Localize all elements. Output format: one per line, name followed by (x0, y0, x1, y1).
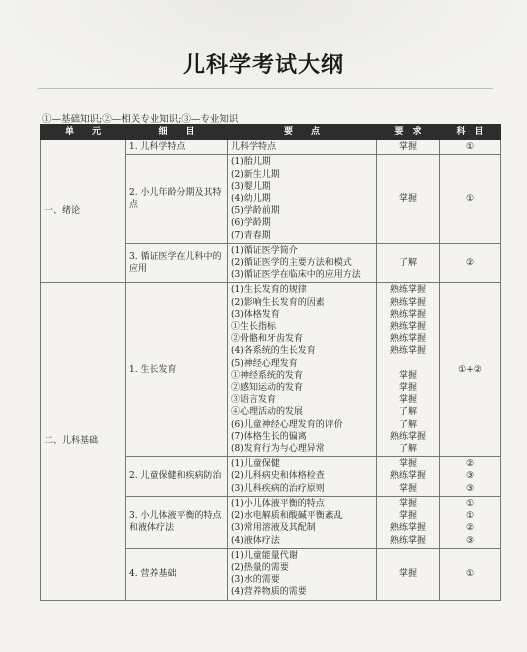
table-row (41, 140, 501, 155)
unit-cell: 二、儿科基础 (41, 283, 126, 600)
point-text: (5)神经心理发育 (231, 358, 298, 369)
point-text: (1)循证医学简介 (231, 245, 298, 256)
subject-legend: ①—基础知识;②—相关专业知识;③—专业知识 (42, 114, 239, 125)
subject-cell: ① (440, 155, 501, 243)
point-text: (2)影响生长发育的因素 (231, 297, 325, 308)
point-text: (2)循证医学的主要方法和模式 (231, 258, 352, 269)
point-text: (4)各系统的生长发育 (231, 346, 316, 357)
requirement-cell (377, 496, 440, 548)
requirement-text: 熟练掌握 (389, 322, 426, 333)
header-subject: 科 目 (440, 125, 501, 140)
point-text: ①神经系统的发育 (231, 370, 304, 381)
points-cell (228, 457, 377, 497)
point-text: 儿科学特点 (231, 142, 277, 153)
point-text: ②感知运动的发育 (231, 383, 304, 394)
item-cell: 3. 小儿体液平衡的特点和液体疗法 (126, 496, 228, 548)
requirement-text: 掌握 (398, 459, 417, 470)
requirement-text: 掌握 (398, 498, 417, 509)
unit-cell: 一、绪论 (41, 140, 126, 283)
subject-text: ② (465, 523, 475, 534)
subject-text: ③ (465, 483, 475, 494)
point-text: ②骨骼和牙齿发育 (231, 334, 304, 345)
requirement-text: 掌握 (398, 395, 417, 406)
point-text: (2)儿科病史和体格检查 (231, 471, 325, 482)
header-points: 要 点 (228, 125, 377, 140)
requirement-text: 了解 (398, 407, 417, 418)
points-cell (228, 243, 377, 283)
subject-cell: ② (440, 243, 501, 283)
point-text: ④心理活动的发展 (231, 407, 304, 418)
requirement-text: 熟练掌握 (389, 523, 426, 534)
point-text: (3)循证医学在临床中的应用方法 (231, 270, 361, 281)
page-title: 儿科学考试大纲 (182, 53, 344, 78)
point-text: (7)青春期 (231, 230, 271, 241)
point-text: (3)儿科疾病的治疗原则 (231, 483, 325, 494)
point-text: (3)婴儿期 (231, 181, 271, 192)
item-cell: 2. 小儿年龄分期及其特点 (126, 155, 228, 243)
subject-text: ① (465, 498, 475, 509)
requirement-cell: 掌握 (377, 155, 440, 243)
point-text: ③语言发育 (231, 395, 277, 406)
requirement-cell: 掌握 (377, 548, 440, 600)
point-text: (1)儿童能量代谢 (231, 550, 298, 561)
requirement-text: 掌握 (398, 511, 417, 522)
subject-cell (440, 457, 501, 497)
point-text: (3)水的需要 (231, 575, 280, 586)
subject-cell: ① (440, 140, 501, 155)
point-text: (4)幼儿期 (231, 194, 271, 205)
points-cell (228, 283, 377, 457)
requirement-text: 熟练掌握 (389, 285, 426, 296)
requirement-text: 掌握 (398, 483, 417, 494)
points-cell (228, 140, 377, 155)
header-requirement: 要 求 (377, 125, 440, 140)
requirement-cell: 掌握 (377, 140, 440, 155)
requirement-cell (377, 283, 440, 457)
subject-text: ③ (465, 471, 475, 482)
point-text: (1)儿童保健 (231, 459, 280, 470)
points-cell (228, 548, 377, 600)
requirement-text: 掌握 (398, 370, 417, 381)
point-text: (2)新生儿期 (231, 169, 280, 180)
requirement-text (380, 358, 436, 370)
subject-text: ③ (465, 535, 475, 546)
subject-cell: ① (440, 548, 501, 600)
point-text: (2)热量的需要 (231, 562, 289, 573)
subject-text: ① (465, 511, 475, 522)
requirement-text: 熟练掌握 (389, 297, 426, 308)
requirement-text: 熟练掌握 (389, 346, 426, 357)
point-text: (1)生长发育的规律 (231, 285, 307, 296)
point-text: ①生长指标 (231, 322, 277, 333)
point-text: (3)体格发育 (231, 309, 280, 320)
points-cell (228, 496, 377, 548)
item-cell: 3. 循证医学在儿科中的应用 (126, 243, 228, 283)
syllabus-table (40, 124, 501, 601)
item-cell: 4. 营养基础 (126, 548, 228, 600)
item-cell: 1. 生长发育 (126, 283, 228, 457)
requirement-cell: 了解 (377, 243, 440, 283)
requirement-text: 熟练掌握 (389, 309, 426, 320)
point-text: (6)学龄期 (231, 218, 271, 229)
point-text: (5)学龄前期 (231, 206, 280, 217)
table-row (41, 283, 501, 457)
header-unit: 单 元 (41, 125, 126, 140)
point-text: (6)儿童神经心理发育的评价 (231, 419, 343, 430)
point-text: (4)液体疗法 (231, 535, 280, 546)
header-item: 细 目 (126, 125, 228, 140)
requirement-text: 熟练掌握 (389, 535, 426, 546)
requirement-text: 掌握 (398, 383, 417, 394)
title-divider (38, 88, 493, 89)
points-cell (228, 155, 377, 243)
requirement-cell (377, 457, 440, 497)
item-cell: 2. 儿童保健和疾病防治 (126, 457, 228, 497)
requirement-text: 熟练掌握 (389, 471, 426, 482)
point-text: (7)体格生长的偏离 (231, 431, 307, 442)
point-text: (3)常用溶液及其配制 (231, 523, 316, 534)
point-text: (8)发育行为与心理异常 (231, 444, 325, 455)
subject-cell: ①+② (440, 283, 501, 457)
point-text: (4)营养物质的需要 (231, 587, 307, 598)
requirement-text: 熟练掌握 (389, 431, 426, 442)
point-text: (1)胎儿期 (231, 157, 271, 168)
requirement-text: 了解 (398, 444, 417, 455)
subject-text: ② (465, 459, 475, 470)
table-header-row (41, 125, 501, 140)
requirement-text: 熟练掌握 (389, 334, 426, 345)
requirement-text: 了解 (398, 419, 417, 430)
point-text: (2)水电解质和酸碱平衡紊乱 (231, 511, 343, 522)
point-text: (1)小儿体液平衡的特点 (231, 498, 325, 509)
item-cell: 1. 儿科学特点 (126, 140, 228, 155)
subject-cell (440, 496, 501, 548)
